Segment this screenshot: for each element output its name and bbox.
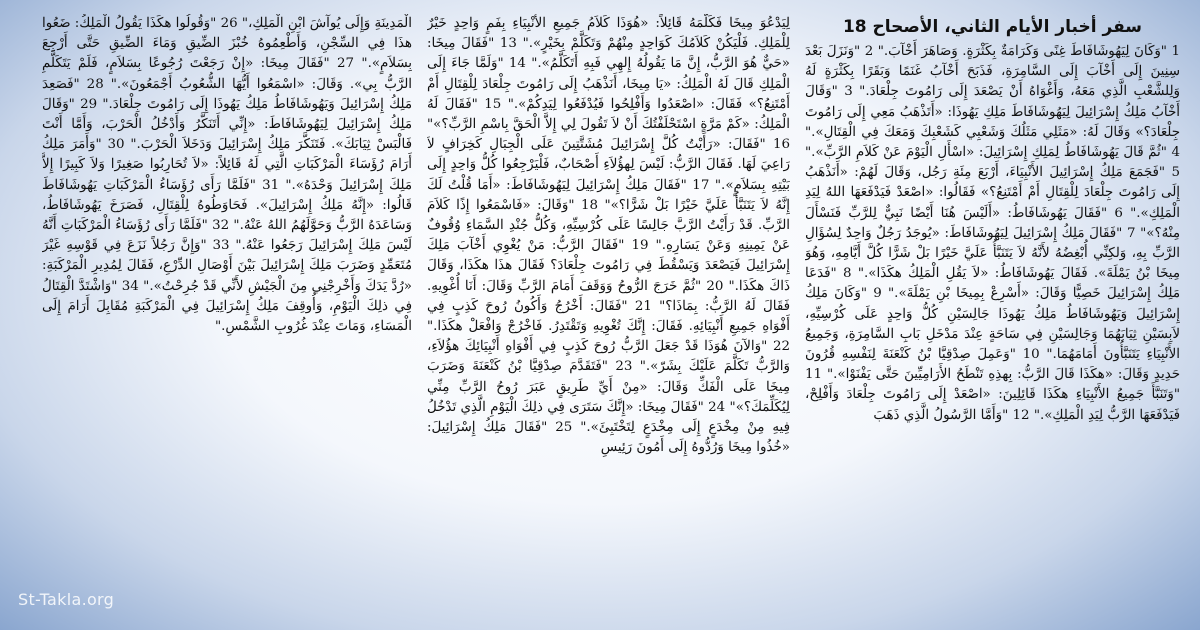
chapter-title: سفر أخبار الأيام الثاني، الأصحاح 18 <box>842 17 1143 37</box>
text-column-right <box>805 14 1180 614</box>
column-text: لِيَدْعُوَ مِيخَا فَكَلَّمَهُ قَائِلاً: «هُوَذَا كَلاَمُ جَمِيعِ الأَنْبِيَاءِ بِفَمٍ وَاحِدٍ خَيْرٌ لِلْمَلِكِ. فَلْيَكُنْ كَلاَمُكَ كَوَاحِدٍ مِنْهُمْ وَتَكَلَّمْ بِخَيْرٍ»." 13 "فَقَالَ مِيخَا: «حَيٌّ هُوَ الرَّبُّ، إِنَّ مَا يَقُولُهُ إِلهِي فَبِهِ أَتَكَلَّمُ»." 14 "وَلَمَّا جَاءَ إِلَى الْمَلِكِ قَالَ لَهُ الْمَلِكُ: «يَا مِيخَا، أَنَذْهَبُ إِلَى رَامُوتَ جِلْعَادَ لِلْقِتَالِ أَمْ أَمْتَنِعُ؟» فَقَالَ: «اصْعَدُوا وَأَفْلِحُوا فَيُدْفَعُوا لِيَدِكُمْ»." 15 "فَقَالَ لَهُ الْمَلِكُ: «كَمْ مَرَّةٍ اسْتَحْلَفْتُكَ أَنْ لاَ تَقُولَ لِي إِلاَّ الْحَقَّ بِاسْمِ الرَّبِّ؟»" 16 "فَقَالَ: «رَأَيْتُ كُلَّ إِسْرَائِيلَ مُشَتَّتِينَ عَلَى الْجِبَالِ كَخِرَافٍ لاَ رَاعِيَ لَهَا. فَقَالَ الرَّبُّ: لَيْسَ لِهؤُلاَءِ أَصْحَابٌ، فَلْيَرْجِعُوا كُلُّ وَاحِدٍ إِلَى بَيْتِهِ بِسَلاَمٍ»." 17 "فَقَالَ مَلِكُ إِسْرَائِيلَ لِيَهُوشَافَاطَ: «أَمَا قُلْتُ لَكَ إِنَّهُ لاَ يَتَنَبَّأُ عَلَيَّ خَيْرًا بَلْ شَرًّا؟»" 18 "وَقَالَ: «فَاسْمَعُوا إِذًا كَلاَمَ الرَّبِّ. قَدْ رَأَيْتُ الرَّبَّ جَالِسًا عَلَى كُرْسِيِّهِ، وَكُلُّ جُنْدِ السَّمَاءِ وُقُوفٌ عَنْ يَمِينِهِ وَعَنْ يَسَارِهِ." 19 "فَقَالَ الرَّبُّ: مَنْ يُغْوِي أَخْآبَ مَلِكَ إِسْرَائِيلَ فَيَصْعَدَ وَيَسْقُطَ فِي رَامُوتَ جِلْعَادَ؟ فَقَالَ هذَا هكَذَا، وَقَالَ ذَاكَ هكَذَا." 20 "ثُمَّ خَرَجَ الرُّوحُ وَوَقَفَ أَمَامَ الرَّبِّ وَقَالَ: أَنَا أُغْوِيهِ. فَقَالَ لَهُ الرَّبُّ: بِمَاذَا؟" 21 "فَقَالَ: أَخْرُجُ وَأَكُونُ رُوحَ كَذِبٍ فِي أَفْوَاهِ جَمِيعِ أَنْبِيَائِهِ. فَقَالَ: إِنَّكَ تُغْوِيهِ وَتَقْتَدِرُ. فَاخْرُجْ وَافْعَلْ هكَذَا." 22 "وَالآنَ هُوَذَا قَدْ جَعَلَ الرَّبُّ رُوحَ كَذِبٍ فِي أَفْوَاهِ أَنْبِيَائِكَ هؤُلاَءِ، وَالرَّبُّ تَكَلَّمَ عَلَيْكَ بِشَرّ»." 23 "فَتَقَدَّمَ صِدْقِيَّا بْنُ كَنْعَنَةَ وَضَرَبَ مِيخَا عَلَى الْفَكِّ وَقَالَ: «مِنْ أَيِّ طَرِيقٍ عَبَرَ رُوحُ الرَّبِّ مِنِّي لِيُكَلِّمَكَ؟»" 24 "فَقَالَ مِيخَا: «إِنَّكَ سَتَرَى فِي ذلِكَ الْيَوْمِ الَّذِي تَدْخُلُ فِيهِ مِنْ مِخْدَعٍ إِلَى مِخْدَعٍ لِتَخْتَبِئَ»." 25 "فَقَالَ مَلِكُ إِسْرَائِيلَ: «خُذُوا مِيخَا وَرُدُّوهُ إِلَى أَمُونَ رَئِيسِ <box>427 16 790 456</box>
site-watermark: St-Takla.org <box>18 590 115 609</box>
text-column-middle <box>427 14 790 614</box>
column-text: الْمَدِينَةِ وَإِلَى يُوآشَ ابْنِ الْمَلِكِ،" 26 "وَقُولُوا هكَذَا يَقُولُ الْمَلِكُ: ضَعُوا هذَا فِي السِّجْنِ، وَأَطْعِمُوهُ خُبْزَ الضِّيقِ وَمَاءَ الضِّيقِ حَتَّى أَرْجِعَ بِسَلاَمٍ»." 27 "فَقَالَ مِيخَا: «إِنْ رَجَعْتَ رُجُوعًا بِسَلاَمٍ، فَلَمْ يَتَكَلَّمِ الرَّبُّ بِي». وَقَالَ: «اسْمَعُوا أَيُّهَا الشُّعُوبُ أَجْمَعُونَ»." 28 "فَصَعِدَ مَلِكُ إِسْرَائِيلَ وَيَهُوشَافَاطُ مَلِكُ يَهُوذَا إِلَى رَامُوتَ جِلْعَادَ." 29 "وَقَالَ مَلِكُ إِسْرَائِيلَ لِيَهُوشَافَاطَ: «إِنِّي أَتَنَكَّرُ وَأَدْخُلُ الْحَرْبَ، وَأَمَّا أَنْتَ فَالْبَسْ ثِيَابَكَ». فَتَنَكَّرَ مَلِكُ إِسْرَائِيلَ وَدَخَلاَ الْحَرْبَ." 30 "وَأَمَرَ مَلِكُ أَرَامَ رُؤَسَاءَ الْمَرْكَبَاتِ الَّتِي لَهُ قَائِلاً: «لاَ تُحَارِبُوا صَغِيرًا وَلاَ كَبِيرًا إِلاَّ مَلِكَ إِسْرَائِيلَ وَحْدَهُ»." 31 "فَلَمَّا رَأَى رُؤَسَاءُ الْمَرْكَبَاتِ يَهُوشَافَاطَ قَالُوا: «إِنَّهُ مَلِكُ إِسْرَائِيلَ». فَحَاوَطُوهُ لِلْقِتَالِ، فَصَرَخَ يَهُوشَافَاطُ، وَسَاعَدَهُ الرَّبُّ وَحَوَّلَهُمُ اللهُ عَنْهُ." 32 "فَلَمَّا رَأَى رُؤَسَاءُ الْمَرْكَبَاتِ أَنَّهُ لَيْسَ مَلِكَ إِسْرَائِيلَ رَجَعُوا عَنْهُ." 33 "وَإِنَّ رَجُلاً نَزَعَ فِي قَوْسِهِ غَيْرَ مُتَعَمِّدٍ وَضَرَبَ مَلِكَ إِسْرَائِيلَ بَيْنَ أَوْصَالِ الدِّرْعِ، فَقَالَ لِمُدِيرِ الْمَرْكَبَةِ: «رُدَّ يَدَكَ وَأَخْرِجْنِي مِنَ الْجَيْشِ لأَنِّي قَدْ جُرِحْتُ»." 34 "وَاشْتَدَّ الْقِتَالُ فِي ذلِكَ الْيَوْمِ، وَأُوقِفَ مَلِكُ إِسْرَائِيلَ فِي الْمَرْكَبَةِ مُقَابِلَ أَرَامَ إِلَى الْمَسَاءِ، وَمَاتَ عِنْدَ غُرُوبِ الشَّمْسِ." <box>42 16 412 335</box>
text-column-left <box>42 14 412 614</box>
column-text: 1 "وَكَانَ لِيَهُوشَافَاطَ غِنًى وَكَرَامَةٌ بِكَثْرَةٍ. وَصَاهَرَ أَخْآبَ." 2 "وَنَزَلَ بَعْدَ سِنِينَ إِلَى أَخْآبَ إِلَى السَّامِرَةِ، فَذَبَحَ أَخْآبُ غَنَمًا وَبَقَرًا بِكَثْرَةٍ لَهُ وَلِلشَّعْبِ الَّذِي مَعَهُ، وَأَغْوَاهُ أَنْ يَصْعَدَ إِلَى رَامُوتَ جِلْعَادَ." 3 "وَقَالَ أَخْآبُ مَلِكُ إِسْرَائِيلَ لِيَهُوشَافَاطَ مَلِكِ يَهُوذَا: «أَتَذْهَبُ مَعِي إِلَى رَامُوتَ جِلْعَادَ؟» وَقَالَ لَهُ: «مَثَلِي مَثَلُكَ وَشَعْبِي كَشَعْبِكَ وَمَعَكَ فِي الْقِتَالِ»." 4 "ثُمَّ قَالَ يَهُوشَافَاطُ لِمَلِكِ إِسْرَائِيلَ: «اسْأَلِ الْيَوْمَ عَنْ كَلاَمِ الرَّبِّ»." 5 "فَجَمَعَ مَلِكُ إِسْرَائِيلَ الأَنْبِيَاءَ، أَرْبَعَ مِئَةِ رَجُل، وَقَالَ لَهُمْ: «أَنَذْهَبُ إِلَى رَامُوتَ جِلْعَادَ لِلْقِتَالِ أَمْ أَمْتَنِعُ؟» فَقَالُوا: «اصْعَدْ فَيَدْفَعَهَا اللهُ لِيَدِ الْمَلِكِ»." 6 "فَقَالَ يَهُوشَافَاطُ: «أَلَيْسَ هُنَا أَيْضًا نَبِيٌّ لِلرَّبِّ فَنَسْأَلَ مِنْهُ؟»" 7 "فَقَالَ مَلِكُ إِسْرَائِيلَ لِيَهُوشَافَاطَ: «يُوجَدُ رَجُلٌ وَاحِدٌ لِسُؤَالِ الرَّبِّ بِهِ، وَلكِنِّي أُبْغِضُهُ لأَنَّهُ لاَ يَتَنَبَّأُ عَلَيَّ خَيْرًا بَلْ شَرًّا كُلَّ أَيَّامِهِ، وَهُوَ مِيخَا بْنُ يَمْلَةَ». فَقَالَ يَهُوشَافَاطُ: «لاَ يَقُلِ الْمَلِكُ هكَذَا»." 8 "فَدَعَا مَلِكُ إِسْرَائِيلَ خَصِيًّا وَقَالَ: «أَسْرِعْ بِمِيخَا بْنِ يَمْلَةَ»." 9 "وَكَانَ مَلِكُ إِسْرَائِيلَ وَيَهُوشَافَاطُ مَلِكُ يَهُوذَا جَالِسَيْنِ كُلُّ وَاحِدٍ عَلَى كُرْسِيِّهِ، لاَبِسَيْنِ ثِيَابَهُمَا وَجَالِسَيْنِ فِي سَاحَةٍ عِنْدَ مَدْخَلِ بَابِ السَّامِرَةِ، وَجَمِيعُ الأَنْبِيَاءِ يَتَنَبَّأُونَ أَمَامَهُمَا." 10 "وَعَمِلَ صِدْقِيَّا بْنُ كَنْعَنَةَ لِنَفْسِهِ قُرُونَ حَدِيدٍ وَقَالَ: «هكَذَا قَالَ الرَّبُّ: بِهذِهِ تَنْطَحُ الأَرَامِيِّينَ حَتَّى يَفْنَوْا»." 11 "وَتَنَبَّأَ جَمِيعُ الأَنْبِيَاءِ هكَذَا قَائِلِينَ: «اصْعَدْ إِلَى رَامُوتَ جِلْعَادَ وَأَفْلِحْ، فَيَدْفَعَهَا الرَّبُّ لِيَدِ الْمَلِكِ»." 12 "وَأَمَّا الرَّسُولُ الَّذِي ذَهَبَ <box>805 44 1180 423</box>
